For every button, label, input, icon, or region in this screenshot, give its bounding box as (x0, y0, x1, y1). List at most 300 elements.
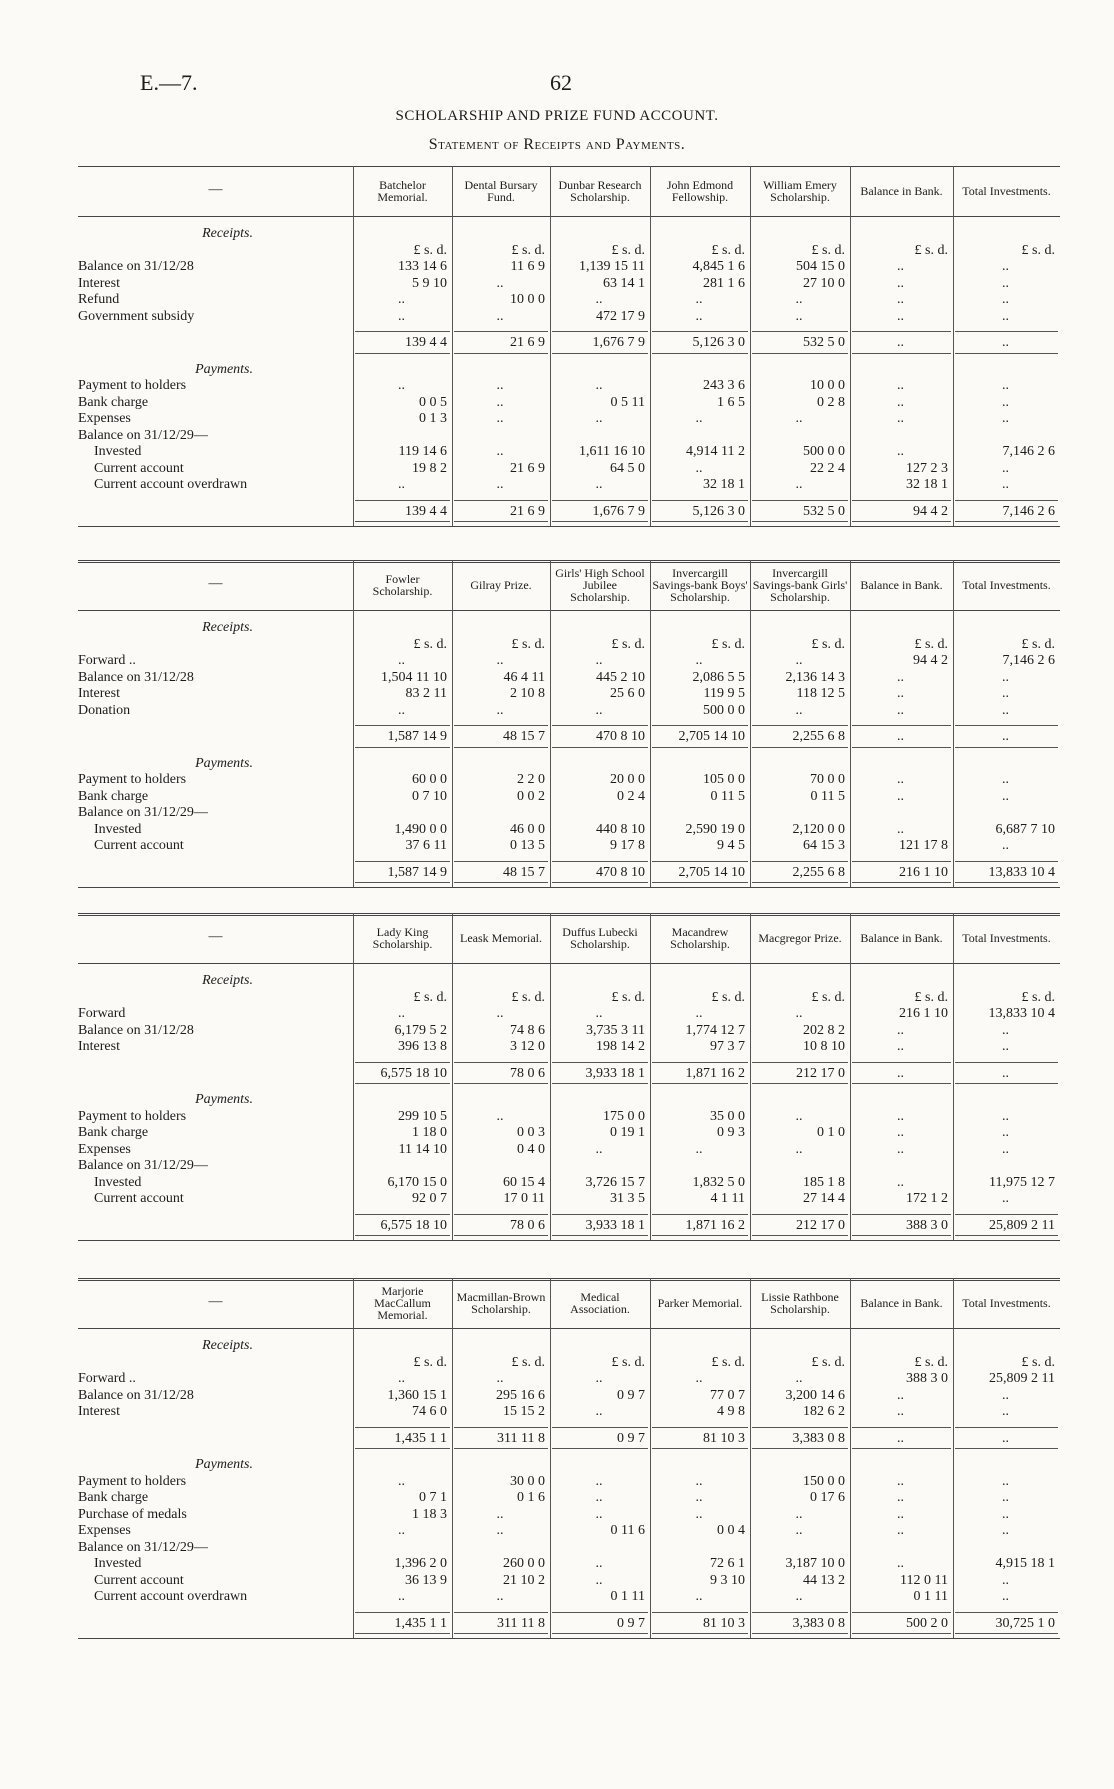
amount-cell: 1,360 15 1 (387, 1387, 447, 1403)
amount-cell: .. (1002, 394, 1009, 410)
total-rule (852, 1612, 951, 1613)
row-label-text: Balance on 31/12/28 (78, 1387, 194, 1403)
amount-cell: .. (595, 1404, 603, 1419)
amount-cell: 175 0 0 (603, 1108, 645, 1124)
total-rule (852, 1448, 951, 1449)
amount-cell: 4 9 8 (717, 1404, 745, 1419)
amount-cell: .. (1002, 772, 1009, 787)
total-cell: 78 0 6 (510, 1065, 545, 1081)
amount-cell: .. (897, 702, 904, 718)
amount-cell: .. (695, 1141, 703, 1157)
row-label (78, 1573, 328, 1589)
row-label (78, 703, 328, 719)
total-rule (652, 1062, 748, 1063)
row-label-text: Balance on 31/12/29— (78, 1158, 208, 1173)
column-divider (353, 913, 354, 1240)
unit-cell: £ s. d. (1021, 636, 1055, 652)
amount-cell: .. (1002, 1108, 1009, 1124)
amount-cell: .. (1002, 1039, 1009, 1054)
unit-cell: £ s. d. (811, 636, 845, 652)
row-label (78, 1109, 328, 1125)
total-cell: 0 9 7 (617, 1430, 645, 1446)
total-cell: .. (897, 1430, 904, 1446)
amount-cell: 25 6 0 (610, 686, 645, 701)
total-rule (955, 1235, 1058, 1236)
total-rule (454, 861, 548, 862)
amount-cell: .. (595, 1473, 603, 1489)
amount-cell: 0 5 11 (610, 394, 645, 410)
amount-cell: .. (795, 411, 803, 426)
total-cell: 3,383 0 8 (792, 1615, 845, 1631)
amount-cell: 10 0 0 (510, 292, 545, 307)
amount-cell: 10 0 0 (810, 378, 845, 393)
row-group-heading: Receipts. (202, 226, 253, 241)
amount-cell: 4,914 11 2 (686, 444, 745, 459)
amount-cell: 299 10 5 (398, 1108, 447, 1124)
total-rule (552, 1235, 648, 1236)
row-label (78, 1371, 328, 1387)
total-rule (454, 1612, 548, 1613)
row-label (78, 444, 328, 460)
amount-cell: 19 8 2 (412, 460, 447, 476)
amount-cell: .. (496, 702, 504, 718)
total-rule (454, 1214, 548, 1215)
amount-cell: .. (695, 292, 703, 307)
total-rule (552, 1214, 648, 1215)
total-rule (355, 521, 450, 522)
amount-cell: 260 0 0 (503, 1556, 545, 1571)
row-label (78, 259, 328, 275)
section-top-rule (78, 1278, 1060, 1281)
amount-cell: .. (897, 1108, 904, 1124)
total-rule (355, 1214, 450, 1215)
row-label (78, 1589, 328, 1605)
row-label-text: Current account overdrawn (94, 1589, 248, 1604)
total-cell: .. (1002, 335, 1009, 350)
amount-cell: .. (897, 1141, 904, 1157)
total-cell: 2,255 6 8 (792, 729, 845, 744)
amount-cell: 388 3 0 (906, 1371, 948, 1386)
amount-cell: .. (695, 1506, 703, 1522)
total-rule (752, 353, 848, 354)
row-label (78, 309, 328, 325)
total-rule (852, 331, 951, 332)
total-rule (552, 353, 648, 354)
account-section (78, 1278, 1060, 1638)
amount-cell: .. (398, 1006, 405, 1021)
total-rule (454, 500, 548, 501)
total-rule (955, 1062, 1058, 1063)
row-label-text: Refund (78, 292, 120, 307)
column-divider (550, 1278, 551, 1638)
amount-cell: 64 5 0 (610, 460, 645, 476)
amount-cell: .. (398, 702, 405, 718)
amount-cell: 172 1 2 (906, 1191, 948, 1206)
amount-cell: .. (1002, 1191, 1009, 1206)
amount-cell: 0 13 5 (510, 838, 545, 853)
unit-cell: £ s. d. (511, 1354, 545, 1370)
total-rule (355, 861, 450, 862)
unit-cell: £ s. d. (413, 242, 447, 258)
column-divider (353, 1278, 354, 1638)
total-rule (552, 861, 648, 862)
total-rule (552, 747, 648, 748)
row-group-heading: Receipts. (202, 620, 253, 635)
column-divider (953, 560, 954, 887)
total-rule (752, 1062, 848, 1063)
amount-cell: 243 3 6 (703, 378, 745, 393)
column-divider (353, 560, 354, 887)
total-cell: 532 5 0 (803, 503, 845, 519)
row-label (78, 1142, 328, 1158)
amount-cell: .. (398, 1589, 405, 1604)
total-cell: 81 10 3 (703, 1615, 745, 1631)
total-rule (955, 1083, 1058, 1084)
row-label-text: Balance on 31/12/28 (78, 1022, 194, 1038)
total-rule (955, 747, 1058, 748)
total-rule (552, 1062, 648, 1063)
amount-cell: 20 0 0 (610, 772, 645, 787)
amount-cell: 127 2 3 (906, 460, 948, 476)
amount-cell: 0 1 6 (517, 1490, 545, 1505)
unit-cell: £ s. d. (711, 989, 745, 1005)
amount-cell: 3 12 0 (510, 1039, 545, 1054)
total-cell: 1,435 1 1 (394, 1615, 447, 1631)
amount-cell: 37 6 11 (405, 838, 447, 853)
row-label (78, 1175, 328, 1191)
total-cell: 3,933 18 1 (585, 1065, 645, 1081)
amount-cell: .. (1002, 686, 1009, 701)
amount-cell: .. (897, 378, 904, 393)
total-cell: .. (1002, 1430, 1009, 1446)
amount-cell: .. (595, 1572, 603, 1588)
total-cell: 0 9 7 (617, 1615, 645, 1631)
amount-cell: .. (1002, 1125, 1009, 1140)
amount-cell: .. (795, 1141, 803, 1157)
column-divider (850, 913, 851, 1240)
total-cell: 532 5 0 (803, 335, 845, 350)
total-rule (355, 1427, 450, 1428)
amount-cell: 2 10 8 (510, 686, 545, 701)
column-divider (452, 560, 453, 887)
amount-cell: .. (1002, 1490, 1009, 1505)
amount-cell: .. (897, 444, 904, 459)
row-label-text: Invested (94, 1174, 142, 1190)
total-rule (955, 882, 1058, 883)
amount-cell: .. (595, 1371, 603, 1386)
amount-cell: 3,735 3 11 (586, 1022, 645, 1038)
amount-cell: .. (595, 292, 603, 307)
amount-cell: 46 0 0 (510, 821, 545, 837)
row-label (78, 292, 328, 308)
amount-cell: 2,086 5 5 (692, 669, 745, 685)
total-rule (852, 882, 951, 883)
row-label (78, 789, 328, 805)
section-bottom-rule (78, 1240, 1060, 1241)
unit-cell: £ s. d. (511, 989, 545, 1005)
amount-cell: .. (897, 1523, 904, 1538)
total-rule (852, 725, 951, 726)
unit-cell: £ s. d. (611, 636, 645, 652)
total-rule (355, 1062, 450, 1063)
total-rule (552, 725, 648, 726)
amount-cell: 74 8 6 (510, 1022, 545, 1038)
amount-cell: .. (897, 1125, 904, 1140)
amount-cell: .. (595, 653, 603, 668)
amount-cell: .. (795, 653, 803, 668)
column-divider (850, 560, 851, 887)
amount-cell: .. (1002, 1404, 1009, 1419)
amount-cell: 0 2 4 (617, 788, 645, 804)
amount-cell: 2,590 19 0 (685, 821, 745, 837)
total-cell: 94 4 2 (913, 503, 948, 519)
total-cell: 2,255 6 8 (792, 864, 845, 880)
label-column-dash: — (208, 182, 223, 197)
row-label-text: Purchase of medals (78, 1506, 187, 1522)
total-rule (852, 500, 951, 501)
amount-cell: .. (1002, 460, 1009, 476)
amount-cell: .. (1002, 1506, 1009, 1522)
column-divider (650, 166, 651, 526)
account-section (78, 913, 1060, 1240)
column-header: Balance in Bank. (860, 578, 943, 592)
row-label-text: Current account (94, 1572, 184, 1588)
amount-cell: .. (897, 259, 904, 274)
row-label (78, 1404, 328, 1420)
amount-cell: 11 6 9 (510, 259, 545, 274)
amount-cell: 1,490 0 0 (394, 821, 447, 837)
amount-cell: 32 18 1 (906, 477, 948, 492)
total-rule (454, 747, 548, 748)
column-divider (452, 913, 453, 1240)
total-rule (454, 1448, 548, 1449)
amount-cell: 9 3 10 (710, 1572, 745, 1588)
amount-cell: 3,200 14 6 (785, 1387, 845, 1403)
total-rule (355, 1448, 450, 1449)
amount-cell: 7,146 2 6 (1002, 653, 1055, 668)
column-header: Macgregor Prize. (758, 931, 842, 945)
row-label-text: Balance on 31/12/28 (78, 669, 194, 685)
amount-cell: 0 7 10 (412, 788, 447, 804)
total-cell: 6,575 18 10 (380, 1065, 447, 1081)
row-label-text: Invested (94, 444, 142, 459)
total-cell: 1,587 14 9 (387, 729, 447, 744)
column-divider (750, 166, 751, 526)
amount-cell: 13,833 10 4 (988, 1006, 1055, 1021)
total-rule (552, 331, 648, 332)
amount-cell: .. (595, 702, 603, 718)
total-rule (955, 1633, 1058, 1634)
unit-cell: £ s. d. (611, 1354, 645, 1370)
amount-cell: .. (496, 1371, 504, 1386)
column-header: Balance in Bank. (860, 184, 943, 198)
total-rule (355, 747, 450, 748)
amount-cell: 7,146 2 6 (1002, 444, 1055, 459)
row-label-text: Bank charge (78, 788, 149, 804)
amount-cell: 1 6 5 (717, 394, 745, 410)
row-label-text: Payment to holders (78, 772, 187, 787)
amount-cell: .. (496, 1589, 504, 1604)
total-cell: 216 1 10 (899, 864, 948, 880)
amount-cell: .. (897, 821, 904, 837)
unit-cell: £ s. d. (511, 636, 545, 652)
column-header: Leask Memorial. (460, 931, 542, 945)
unit-cell: £ s. d. (811, 1354, 845, 1370)
row-label (78, 428, 328, 444)
total-cell: 21 6 9 (510, 335, 545, 350)
amount-cell: .. (496, 394, 504, 410)
amount-cell: .. (695, 308, 703, 324)
total-rule (454, 521, 548, 522)
total-cell: 500 2 0 (906, 1615, 948, 1631)
total-rule (652, 500, 748, 501)
row-label-text: Invested (94, 821, 142, 837)
total-cell: 13,833 10 4 (988, 864, 1055, 880)
total-rule (652, 331, 748, 332)
column-header: Lady King Scholarship. (372, 925, 433, 951)
total-rule (955, 1427, 1058, 1428)
total-rule (355, 882, 450, 883)
header-rule (78, 1328, 1060, 1329)
total-rule (955, 1448, 1058, 1449)
total-rule (355, 1083, 450, 1084)
amount-cell: .. (897, 275, 904, 291)
total-cell: 311 11 8 (497, 1615, 545, 1631)
total-rule (652, 1612, 748, 1613)
column-header: Girls' High School Jubilee Scholarship. (555, 566, 645, 604)
total-rule (552, 1448, 648, 1449)
amount-cell: 198 14 2 (596, 1039, 645, 1054)
amount-cell: 1,396 2 0 (394, 1556, 447, 1571)
total-rule (652, 353, 748, 354)
total-rule (454, 1427, 548, 1428)
column-divider (550, 913, 551, 1240)
total-cell: 3,933 18 1 (585, 1217, 645, 1233)
amount-cell: 3,726 15 7 (585, 1174, 645, 1190)
amount-cell: 27 10 0 (803, 275, 845, 291)
row-group-heading: Payments. (195, 1457, 253, 1472)
unit-cell: £ s. d. (711, 1354, 745, 1370)
amount-cell: .. (1002, 1387, 1009, 1403)
column-header: Gilray Prize. (470, 578, 532, 592)
amount-cell: 504 15 0 (796, 259, 845, 274)
total-rule (454, 1062, 548, 1063)
row-label-text: Donation (78, 702, 131, 718)
total-rule (852, 1214, 951, 1215)
document-title: SCHOLARSHIP AND PRIZE FUND ACCOUNT. (395, 108, 719, 124)
amount-cell: 97 3 7 (710, 1039, 745, 1054)
amount-cell: 6,170 15 0 (387, 1174, 447, 1190)
unit-cell: £ s. d. (413, 636, 447, 652)
row-label (78, 1388, 328, 1404)
amount-cell: .. (897, 1490, 904, 1505)
row-label-text: Current account (94, 1191, 184, 1206)
total-rule (752, 500, 848, 501)
total-rule (355, 500, 450, 501)
total-cell: 311 11 8 (497, 1430, 545, 1446)
total-cell: .. (897, 729, 904, 744)
column-header: Duffus Lubecki Scholarship. (562, 925, 638, 951)
amount-cell: .. (496, 1523, 504, 1538)
total-rule (852, 1427, 951, 1428)
row-label-text: Forward (78, 1006, 126, 1021)
row-label (78, 477, 328, 493)
amount-cell: .. (496, 275, 504, 291)
amount-cell: .. (398, 1523, 405, 1538)
row-label (78, 772, 328, 788)
row-label (78, 1158, 328, 1174)
total-cell: 25,809 2 11 (989, 1217, 1055, 1233)
amount-cell: .. (1002, 378, 1009, 393)
total-rule (552, 1083, 648, 1084)
amount-cell: .. (897, 308, 904, 324)
amount-cell: 46 4 11 (503, 669, 545, 685)
column-header: Balance in Bank. (860, 1296, 943, 1310)
unit-cell: £ s. d. (914, 989, 948, 1005)
total-rule (955, 331, 1058, 332)
amount-cell: .. (595, 1006, 603, 1021)
total-rule (752, 1214, 848, 1215)
amount-cell: .. (1002, 1022, 1009, 1038)
amount-cell: 21 6 9 (510, 460, 545, 476)
column-divider (750, 913, 751, 1240)
total-cell: 6,575 18 10 (380, 1217, 447, 1233)
header-rule (78, 610, 1060, 611)
amount-cell: .. (1002, 1473, 1009, 1489)
unit-cell: £ s. d. (511, 242, 545, 258)
column-header: Parker Memorial. (657, 1296, 743, 1310)
total-cell: 81 10 3 (703, 1430, 745, 1446)
amount-cell: .. (897, 669, 904, 685)
row-label (78, 686, 328, 702)
column-header: Medical Association. (570, 1290, 630, 1316)
row-label (78, 1474, 328, 1490)
amount-cell: 500 0 0 (703, 702, 745, 718)
unit-cell: £ s. d. (611, 242, 645, 258)
amount-cell: .. (695, 1006, 703, 1021)
amount-cell: 60 15 4 (503, 1174, 545, 1190)
amount-cell: .. (496, 444, 504, 459)
column-header: William Emery Scholarship. (763, 178, 837, 204)
total-cell: .. (897, 1065, 904, 1081)
amount-cell: .. (496, 378, 504, 393)
row-label-text: Bank charge (78, 1490, 149, 1505)
row-group-heading: Payments. (195, 755, 253, 771)
amount-cell: .. (695, 1490, 703, 1505)
total-cell: 78 0 6 (510, 1217, 545, 1233)
total-cell: 1,435 1 1 (394, 1430, 447, 1446)
total-rule (552, 1633, 648, 1634)
amount-cell: 2,120 0 0 (792, 821, 845, 837)
document-subtitle: Statement of Receipts and Payments. (428, 136, 686, 153)
amount-cell: 0 4 0 (517, 1141, 545, 1157)
total-rule (652, 747, 748, 748)
amount-cell: .. (1002, 275, 1009, 291)
total-rule (752, 747, 848, 748)
amount-cell: .. (398, 378, 405, 393)
column-divider (452, 166, 453, 526)
unit-cell: £ s. d. (413, 1354, 447, 1370)
column-header: Total Investments. (962, 1296, 1051, 1310)
total-cell: 1,676 7 9 (592, 503, 645, 519)
amount-cell: .. (795, 1506, 803, 1522)
total-rule (652, 1214, 748, 1215)
total-rule (355, 1235, 450, 1236)
amount-cell: 64 15 3 (803, 838, 845, 853)
column-header: Balance in Bank. (860, 931, 943, 945)
amount-cell: 31 3 5 (610, 1191, 645, 1206)
amount-cell: 77 0 7 (710, 1387, 745, 1403)
